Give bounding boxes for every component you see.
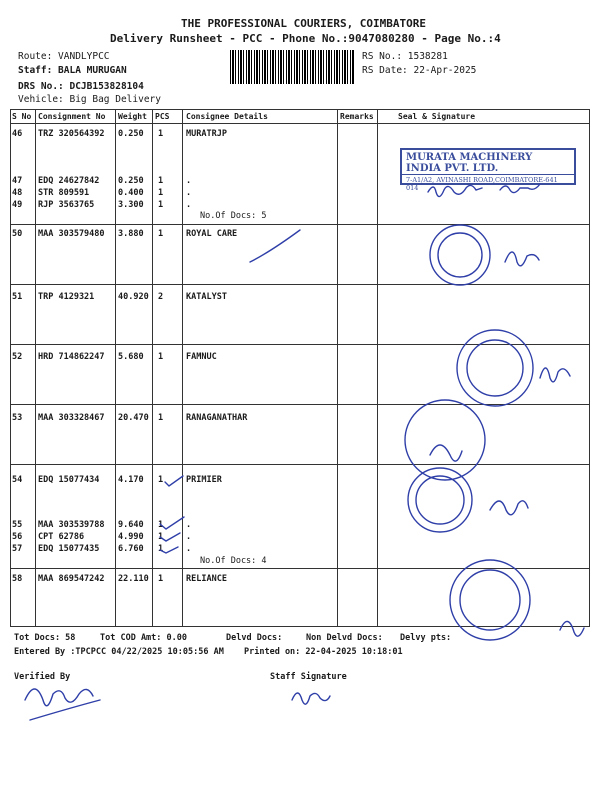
- cell-sno: 51: [12, 292, 23, 302]
- cell-consignee: KATALYST: [186, 292, 227, 302]
- staff-signature-label: Staff Signature: [270, 672, 347, 682]
- cell-pcs: 1: [158, 129, 164, 139]
- cell-consignment: TRZ 320564392: [38, 129, 105, 139]
- cell-consignee: FAMNUC: [186, 352, 217, 362]
- cell-consignment: RJP 3563765: [38, 200, 95, 210]
- docs-count: No.Of Docs: 4: [200, 556, 267, 566]
- stamp-line-2: 7-A1/A2, AVINASHI ROAD,COIMBATORE-641 014: [406, 176, 558, 192]
- non-delivered-docs: Non Delvd Docs:: [306, 633, 383, 643]
- cell-consignee: .: [186, 532, 192, 542]
- cell-consignment: MAA 303579480: [38, 229, 105, 239]
- rs-date: RS Date: 22-Apr-2025: [362, 65, 477, 76]
- cell-sno: 56: [12, 532, 23, 542]
- cell-weight: 20.470: [118, 413, 149, 423]
- cell-pcs: 1: [158, 176, 164, 186]
- cell-pcs: 1: [158, 413, 164, 423]
- cell-consignee: PRIMIER: [186, 475, 222, 485]
- cell-weight: 9.640: [118, 520, 144, 530]
- cell-consignee: .: [186, 520, 192, 530]
- cell-pcs: 1: [158, 532, 164, 542]
- cell-consignment: HRD 714862247: [38, 352, 105, 362]
- cell-consignment: MAA 869547242: [38, 574, 105, 584]
- cell-weight: 0.250: [118, 129, 144, 139]
- col-header-consignment: Consignment No: [38, 112, 106, 121]
- cell-sno: 48: [12, 188, 23, 198]
- cell-consignee: .: [186, 200, 192, 210]
- cell-consignee: RELIANCE: [186, 574, 227, 584]
- cell-weight: 40.920: [118, 292, 149, 302]
- col-header-pcs: PCS: [155, 112, 170, 121]
- cell-pcs: 1: [158, 352, 164, 362]
- cell-consignment: STR 809591: [38, 188, 90, 198]
- total-cod: Tot COD Amt: 0.00: [100, 633, 187, 643]
- cell-consignee: ROYAL CARE: [186, 229, 238, 239]
- route-label: Route: VANDLYPCC: [18, 51, 110, 62]
- stamp-line-1: MURATA MACHINERY INDIA PVT. LTD.: [402, 150, 574, 175]
- vehicle-label: Vehicle: Big Bag Delivery: [18, 94, 161, 105]
- cell-weight: 4.170: [118, 475, 144, 485]
- delivery-points: Delvy pts:: [400, 633, 452, 643]
- company-title: THE PROFESSIONAL COURIERS, COIMBATORE: [181, 17, 427, 30]
- cell-pcs: 1: [158, 229, 164, 239]
- docs-count: No.Of Docs: 5: [200, 211, 267, 221]
- cell-consignment: EDQ 24627842: [38, 176, 100, 186]
- cell-weight: 4.990: [118, 532, 144, 542]
- cell-consignment: EDQ 15077435: [38, 544, 100, 554]
- cell-sno: 55: [12, 520, 23, 530]
- cell-consignment: MAA 303539788: [38, 520, 105, 530]
- col-header-weight: Weight: [118, 112, 147, 121]
- cell-consignee: .: [186, 176, 192, 186]
- verified-by-label: Verified By: [14, 672, 71, 682]
- cell-consignee: .: [186, 188, 192, 198]
- entered-by: Entered By :TPCPCC 04/22/2025 10:05:56 AM: [14, 647, 224, 657]
- printed-on: Printed on: 22-04-2025 10:18:01: [244, 647, 403, 657]
- cell-pcs: 2: [158, 292, 164, 302]
- cell-sno: 52: [12, 352, 23, 362]
- cell-weight: 3.880: [118, 229, 144, 239]
- cell-sno: 46: [12, 129, 23, 139]
- cell-weight: 6.760: [118, 544, 144, 554]
- runsheet-subtitle: Delivery Runsheet - PCC - Phone No.:9047080280 - Page No.:4: [110, 32, 501, 45]
- cell-pcs: 1: [158, 520, 164, 530]
- cell-pcs: 1: [158, 200, 164, 210]
- cell-pcs: 1: [158, 574, 164, 584]
- cell-consignee: .: [186, 544, 192, 554]
- rs-number: RS No.: 1538281: [362, 51, 448, 62]
- cell-sno: 57: [12, 544, 23, 554]
- cell-sno: 47: [12, 176, 23, 186]
- delivered-docs: Delvd Docs:: [226, 633, 283, 643]
- cell-consignee: MURATRJP: [186, 129, 227, 139]
- cell-pcs: 1: [158, 475, 164, 485]
- cell-weight: 22.110: [118, 574, 149, 584]
- cell-consignee: RANAGANATHAR: [186, 413, 248, 423]
- col-header-sno: S No: [12, 112, 32, 121]
- total-docs: Tot Docs: 58: [14, 633, 76, 643]
- cell-consignment: EDQ 15077434: [38, 475, 100, 485]
- cell-sno: 54: [12, 475, 23, 485]
- cell-weight: 0.400: [118, 188, 144, 198]
- cell-weight: 0.250: [118, 176, 144, 186]
- col-header-seal: Seal & Signature: [398, 112, 476, 121]
- drs-label: DRS No.: DCJB153828104: [18, 81, 144, 92]
- cell-consignment: CPT 62786: [38, 532, 85, 542]
- cell-consignment: TRP 4129321: [38, 292, 95, 302]
- cell-weight: 5.680: [118, 352, 144, 362]
- cell-pcs: 1: [158, 544, 164, 554]
- cell-sno: 53: [12, 413, 23, 423]
- cell-sno: 58: [12, 574, 23, 584]
- col-header-consignee: Consignee Details: [186, 112, 268, 121]
- cell-consignment: MAA 303328467: [38, 413, 105, 423]
- staff-label: Staff: BALA MURUGAN: [18, 65, 127, 76]
- cell-pcs: 1: [158, 188, 164, 198]
- cell-sno: 50: [12, 229, 23, 239]
- cell-sno: 49: [12, 200, 23, 210]
- cell-weight: 3.300: [118, 200, 144, 210]
- col-header-remarks: Remarks: [340, 112, 374, 121]
